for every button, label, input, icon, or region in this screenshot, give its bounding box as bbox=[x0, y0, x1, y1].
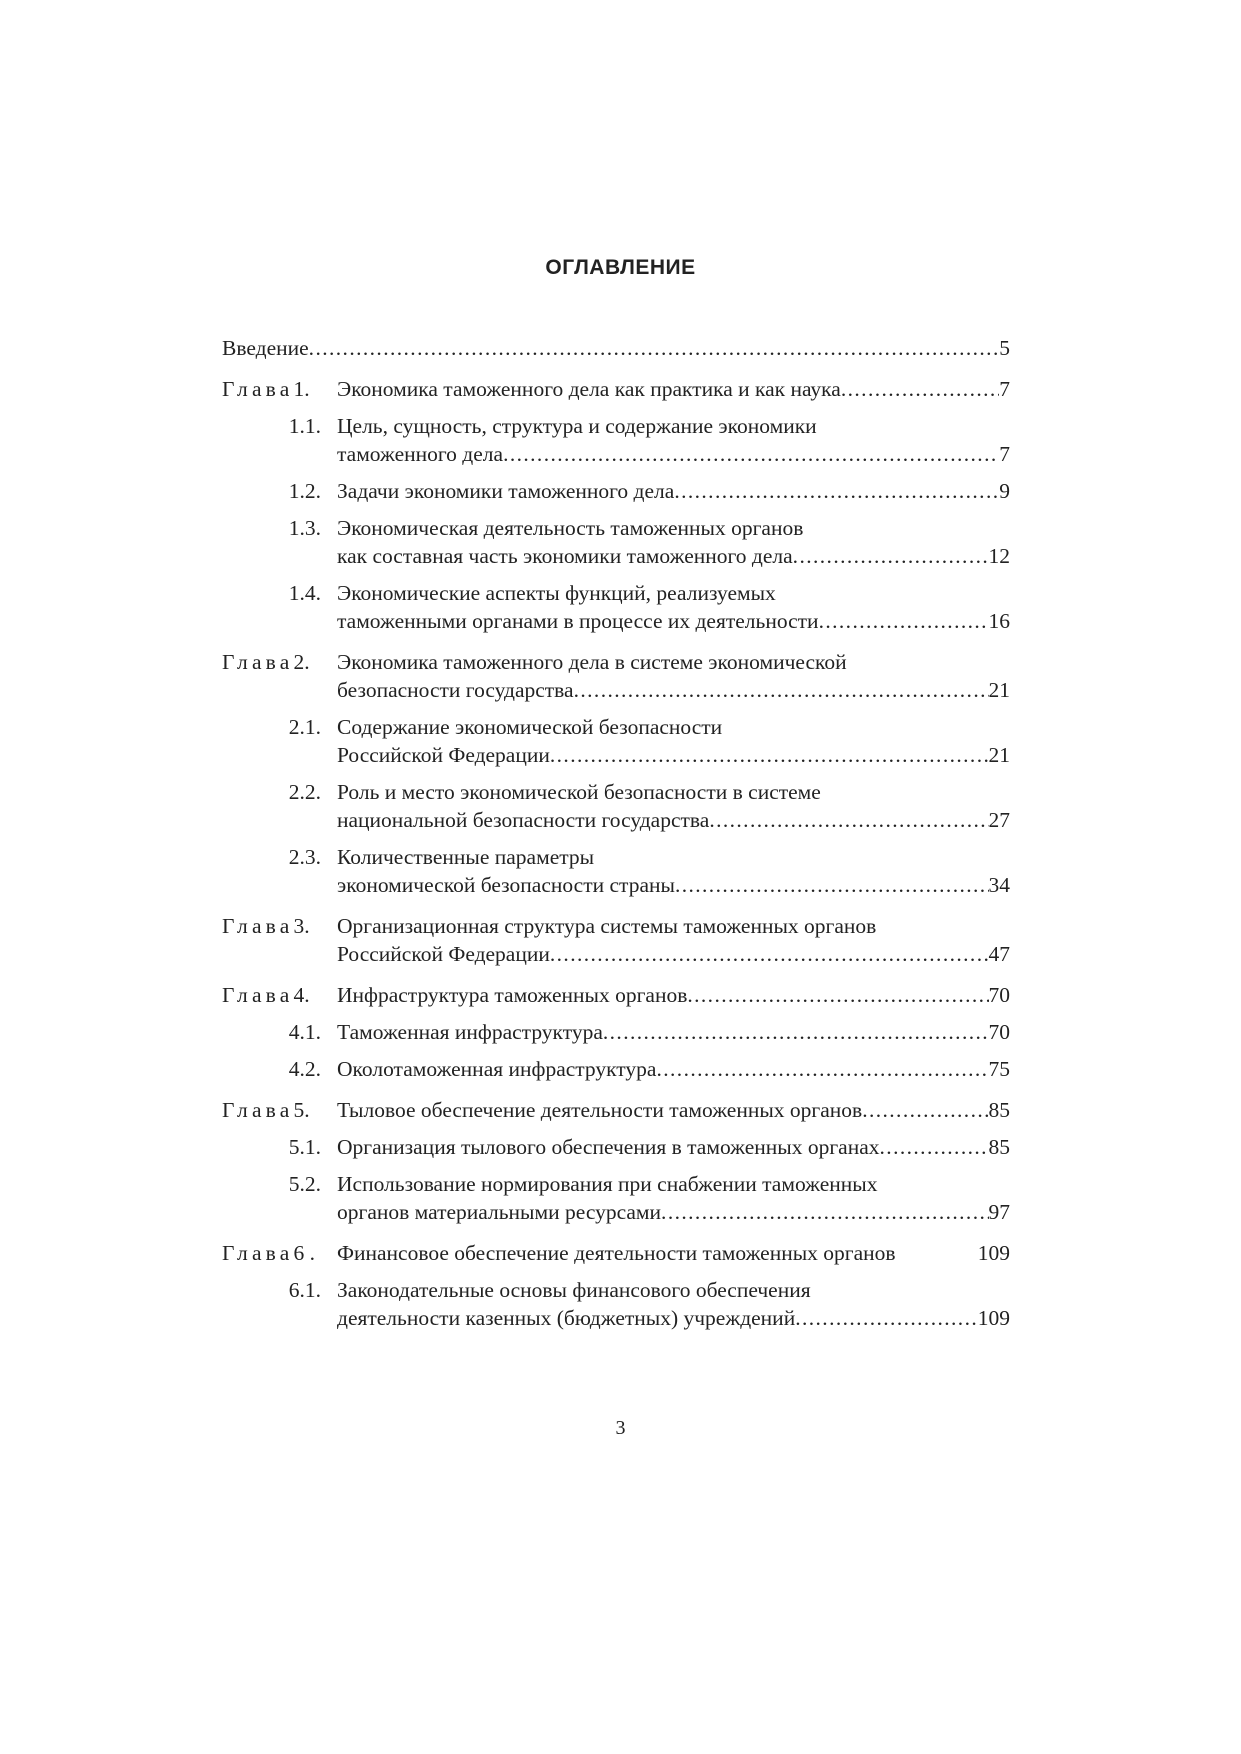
toc-chapter-group bbox=[222, 1239, 1010, 1332]
toc-entry-body bbox=[337, 981, 1010, 1009]
toc-entry-text: Таможенная инфраструктура bbox=[337, 1020, 603, 1044]
toc-entry-body bbox=[337, 579, 1010, 635]
toc-entry-text: Околотаможенная инфраструктура bbox=[337, 1057, 657, 1081]
toc-page-number: 70 bbox=[988, 1020, 1010, 1044]
toc-entry-body bbox=[337, 1239, 1010, 1267]
dot-leader bbox=[880, 1133, 989, 1161]
toc-page-number: 97 bbox=[988, 1200, 1010, 1224]
toc-entry-text: безопасности государства bbox=[337, 678, 574, 702]
dot-leader bbox=[675, 871, 989, 899]
dot-leader bbox=[603, 1018, 989, 1046]
chapter-number: 1. bbox=[293, 377, 310, 401]
dot-leader bbox=[795, 1304, 978, 1332]
chapter-number: 3. bbox=[293, 914, 310, 938]
toc-chapter-number bbox=[222, 1239, 337, 1267]
toc-section-number: 2.2. bbox=[288, 780, 321, 804]
toc-entry-section[interactable] bbox=[222, 713, 1010, 769]
toc-entry-chapter[interactable] bbox=[222, 981, 1010, 1009]
chapter-number: 2. bbox=[293, 650, 310, 674]
toc-entry-text: Тыловое обеспечение деятельности таможенных органов bbox=[337, 1098, 863, 1122]
dot-leader bbox=[687, 981, 988, 1009]
toc-entry-body bbox=[337, 912, 1010, 968]
dot-leader bbox=[550, 940, 989, 968]
chapter-number: 4. bbox=[293, 983, 310, 1007]
toc-page-number: 21 bbox=[988, 743, 1010, 767]
toc-entry-body bbox=[337, 375, 1010, 403]
dot-leader bbox=[661, 1198, 988, 1226]
dot-leader bbox=[841, 375, 999, 403]
toc-entry-body bbox=[337, 514, 1010, 570]
toc-entry-section[interactable] bbox=[222, 579, 1010, 635]
toc-entry-text: Организационная структура системы таможенных органов bbox=[337, 914, 877, 938]
toc-entry-body bbox=[337, 1276, 1010, 1332]
toc-entry-text: Количественные параметры bbox=[337, 845, 595, 869]
chapter-label: Глава bbox=[222, 1241, 294, 1265]
toc-chapter-group bbox=[222, 648, 1010, 899]
toc-entry-intro[interactable] bbox=[222, 334, 1010, 362]
toc-section-number: 2.3. bbox=[288, 845, 321, 869]
toc-entry-body bbox=[337, 412, 1010, 468]
toc-entry-text: Введение bbox=[222, 336, 309, 360]
toc-entry-section[interactable] bbox=[222, 1018, 1010, 1046]
toc-entry-body bbox=[337, 1055, 1010, 1083]
toc-entry-chapter[interactable] bbox=[222, 912, 1010, 968]
toc-entry-chapter[interactable] bbox=[222, 648, 1010, 704]
toc-page-number: 21 bbox=[988, 678, 1010, 702]
toc-entry-section[interactable] bbox=[222, 412, 1010, 468]
toc-entry-text: Организация тылового обеспечения в таможенных органах bbox=[337, 1135, 880, 1159]
toc-entry-section[interactable] bbox=[222, 1276, 1010, 1332]
toc-entry-text: Законодательные основы финансового обеспечения bbox=[337, 1278, 811, 1302]
table-of-contents bbox=[222, 334, 1010, 1345]
dot-leader bbox=[309, 334, 1000, 362]
toc-entry-text: Финансовое обеспечение деятельности таможенных органов bbox=[337, 1241, 896, 1265]
toc-chapter-group bbox=[222, 981, 1010, 1083]
toc-entry-section[interactable] bbox=[222, 778, 1010, 834]
toc-section-number: 1.2. bbox=[288, 479, 321, 503]
toc-entry-body bbox=[337, 1096, 1010, 1124]
chapter-number: 5. bbox=[293, 1098, 310, 1122]
toc-section-number: 4.1. bbox=[288, 1020, 321, 1044]
dot-leader bbox=[793, 542, 989, 570]
toc-page-number: 12 bbox=[988, 544, 1010, 568]
toc-entry-text: Задачи экономики таможенного дела bbox=[337, 479, 675, 503]
dot-leader bbox=[709, 806, 988, 834]
toc-section-number: 1.3. bbox=[288, 516, 321, 540]
page-title: ОГЛАВЛЕНИЕ bbox=[545, 256, 696, 279]
page-number: 3 bbox=[615, 1417, 626, 1439]
toc-page-number: 70 bbox=[988, 983, 1010, 1007]
toc-page-number: 7 bbox=[999, 442, 1010, 466]
toc-chapter-number bbox=[222, 648, 337, 676]
toc-entry-text: национальной безопасности государства bbox=[337, 808, 710, 832]
toc-page-number: 85 bbox=[988, 1098, 1010, 1122]
toc-chapter-number bbox=[222, 1096, 337, 1124]
toc-entry-section[interactable] bbox=[222, 1055, 1010, 1083]
toc-entry-text: деятельности казенных (бюджетных) учреждений bbox=[337, 1306, 796, 1330]
dot-leader bbox=[674, 477, 999, 505]
toc-section-number: 5.2. bbox=[288, 1172, 321, 1196]
toc-entry-text: Экономика таможенного дела как практика и как наука bbox=[337, 377, 841, 401]
toc-entry-text: экономической безопасности страны bbox=[337, 873, 675, 897]
toc-entry-text: Роль и место экономической безопасности в системе bbox=[337, 780, 821, 804]
toc-chapter-number bbox=[222, 912, 337, 940]
toc-section-number: 6.1. bbox=[288, 1278, 321, 1302]
toc-entry-text: Инфраструктура таможенных органов bbox=[337, 983, 688, 1007]
toc-entry-body bbox=[337, 713, 1010, 769]
chapter-label: Глава bbox=[222, 650, 294, 674]
chapter-label: Глава bbox=[222, 1098, 294, 1122]
toc-entry-body bbox=[222, 334, 1010, 362]
toc-entry-text: Цель, сущность, структура и содержание экономики bbox=[337, 414, 817, 438]
chapter-label: Глава bbox=[222, 983, 294, 1007]
dot-leader bbox=[550, 741, 989, 769]
toc-page-number: 47 bbox=[988, 942, 1010, 966]
toc-entry-body bbox=[337, 1133, 1010, 1161]
toc-entry-body bbox=[337, 843, 1010, 899]
toc-section-number: 1.1. bbox=[288, 414, 321, 438]
toc-chapter-number bbox=[222, 981, 337, 1009]
toc-page-number: 5 bbox=[999, 336, 1010, 360]
toc-section-number: 2.1. bbox=[288, 715, 321, 739]
toc-entry-body bbox=[337, 648, 1010, 704]
toc-entry-section[interactable] bbox=[222, 1133, 1010, 1161]
toc-section-number: 5.1. bbox=[288, 1135, 321, 1159]
toc-page-number: 34 bbox=[988, 873, 1010, 897]
chapter-label: Глава bbox=[222, 377, 294, 401]
toc-entry-body bbox=[337, 477, 1010, 505]
toc-entry-text: Использование нормирования при снабжении таможенных bbox=[337, 1172, 878, 1196]
toc-page-number: 85 bbox=[988, 1135, 1010, 1159]
toc-section-number: 4.2. bbox=[288, 1057, 321, 1081]
toc-entry-chapter[interactable] bbox=[222, 1239, 1010, 1267]
toc-page-number: 75 bbox=[988, 1057, 1010, 1081]
toc-entry-body bbox=[337, 1018, 1010, 1046]
toc-chapter-number bbox=[222, 375, 337, 403]
toc-intro-group bbox=[222, 334, 1010, 362]
toc-entry-section[interactable] bbox=[222, 843, 1010, 899]
toc-entry-text: Российской Федерации bbox=[337, 942, 550, 966]
toc-entry-text: таможенными органами в процессе их деятельности bbox=[337, 609, 819, 633]
toc-chapter-group bbox=[222, 375, 1010, 635]
chapter-label: Глава bbox=[222, 914, 294, 938]
dot-leader bbox=[656, 1055, 988, 1083]
toc-entry-text: Российской Федерации bbox=[337, 743, 550, 767]
toc-page-number: 27 bbox=[988, 808, 1010, 832]
toc-page-number: 109 bbox=[977, 1306, 1010, 1330]
toc-entry-body bbox=[337, 778, 1010, 834]
toc-entry-body bbox=[337, 1170, 1010, 1226]
toc-page-number: 16 bbox=[988, 609, 1010, 633]
dot-leader bbox=[574, 676, 989, 704]
toc-entry-section[interactable] bbox=[222, 1170, 1010, 1226]
toc-entry-chapter[interactable] bbox=[222, 375, 1010, 403]
toc-chapter-group bbox=[222, 912, 1010, 968]
chapter-number: 6 . bbox=[293, 1241, 315, 1265]
toc-entry-section[interactable] bbox=[222, 477, 1010, 505]
toc-entry-chapter[interactable] bbox=[222, 1096, 1010, 1124]
toc-entry-text: Экономика таможенного дела в системе экономической bbox=[337, 650, 847, 674]
toc-entry-text: Экономические аспекты функций, реализуемых bbox=[337, 581, 776, 605]
toc-entry-text: таможенного дела bbox=[337, 442, 504, 466]
toc-page-number: 7 bbox=[999, 377, 1010, 401]
dot-leader bbox=[503, 440, 999, 468]
toc-entry-text: как составная часть экономики таможенного дела bbox=[337, 544, 793, 568]
dot-leader bbox=[862, 1096, 988, 1124]
toc-section-number: 1.4. bbox=[288, 581, 321, 605]
dot-leader bbox=[819, 607, 989, 635]
toc-entry-text: Содержание экономической безопасности bbox=[337, 715, 723, 739]
toc-entry-section[interactable] bbox=[222, 514, 1010, 570]
toc-page-number: 9 bbox=[999, 479, 1010, 503]
toc-entry-text: Экономическая деятельность таможенных органов bbox=[337, 516, 804, 540]
toc-chapter-group bbox=[222, 1096, 1010, 1226]
toc-entry-text: органов материальными ресурсами bbox=[337, 1200, 662, 1224]
toc-page-number: 109 bbox=[977, 1241, 1010, 1265]
